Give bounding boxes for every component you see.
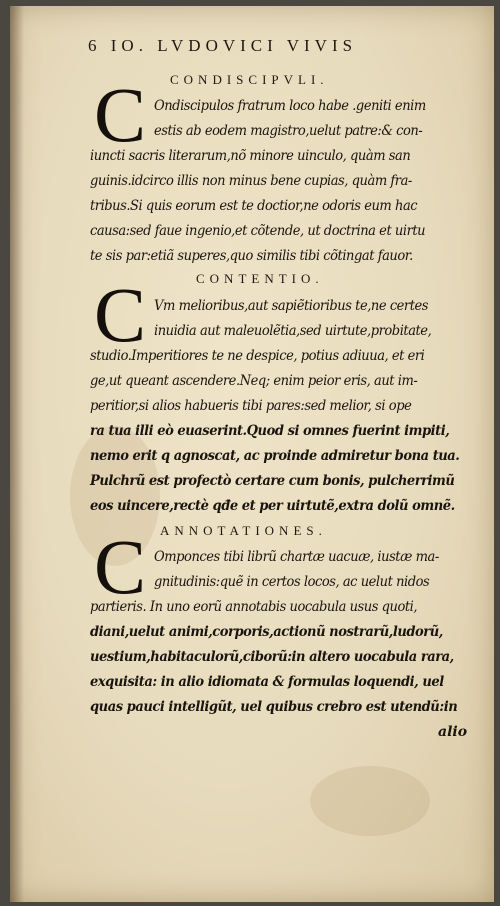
drop-capital: C xyxy=(94,271,147,358)
drop-capital: C xyxy=(94,71,147,158)
text-line: causa:sed faue ingenio,et cõtende, ut doctrina et uirtu xyxy=(90,223,426,239)
text-line: diani,uelut animi,corporis,actionũ nostrarũ,ludorũ, xyxy=(90,624,443,640)
text-line: nemo erit q agnoscat, ac proinde admiretur bona tua. xyxy=(90,448,460,464)
text-line: iuncti sacris literarum,nõ minore uinculo, quàm san xyxy=(90,148,411,164)
section-heading-contentio: CONTENTIO. xyxy=(196,271,324,286)
text-line: tribus.Si quis eorum est te doctior,ne odoris eum hac xyxy=(90,198,418,214)
text-line: gnitudinis:quẽ in certos locos, ac uelut nidos xyxy=(154,574,430,590)
text-line: quas pauci intelligũt, uel quibus crebro est utendũ:in xyxy=(90,699,458,715)
text-line: ra tua illi eò euaserint.Quod si omnes fuerint impiti, xyxy=(90,423,450,439)
book-page xyxy=(10,6,494,902)
text-line: te sis par:etiã superes,quo similis tibi cõtingat fauor. xyxy=(90,248,413,264)
catchword: alio xyxy=(438,724,468,740)
text-line: inuidia aut maleuolẽtia,sed uirtute,probitate, xyxy=(154,323,432,339)
text-line: peritior,si alios habueris tibi pares:sed melior, si ope xyxy=(90,398,412,414)
drop-capital: C xyxy=(94,523,147,610)
text-line: uestium,habitaculorũ,ciborũ:in altero uocabula rara, xyxy=(90,649,454,665)
text-line: guinis.idcirco illis non minus bene cupias, quàm fra- xyxy=(90,173,412,189)
text-line: estis ab eodem magistro,uelut patre:& con- xyxy=(154,123,423,139)
text-line: studio.Imperitiores te ne despice, potius adiuua, et eri xyxy=(90,348,425,364)
text-line: Pulchrũ est profectò certare cum bonis, pulcherrimũ xyxy=(90,473,455,489)
paper-stain xyxy=(310,766,430,836)
text-line: partieris. In uno eorũ annotabis uocabula usus quoti, xyxy=(90,599,418,615)
text-line: exquisita: in alio idiomata & formulas loquendi, uel xyxy=(90,674,444,690)
text-line: eos uincere,rectè qđe et per uirtutẽ,extra dolũ omnẽ. xyxy=(90,498,455,514)
section-heading-annotationes: ANNOTATIONES. xyxy=(160,523,327,538)
text-line: ge,ut queant ascendere.Neq; enim peior eris, aut im- xyxy=(90,373,418,389)
text-line: Omponces tibi librũ chartæ uacuæ, iustæ ma- xyxy=(154,549,439,565)
text-line: Ondiscipulos fratrum loco habe .geniti enim xyxy=(154,98,426,114)
text-line: Vm melioribus,aut sapiẽtioribus te,ne certes xyxy=(154,298,429,314)
section-heading-condiscipuli: CONDISCIPVLI. xyxy=(170,72,329,87)
running-head: 6 IO. LVDOVICI VIVIS xyxy=(88,36,358,55)
binding-shadow xyxy=(10,6,24,902)
